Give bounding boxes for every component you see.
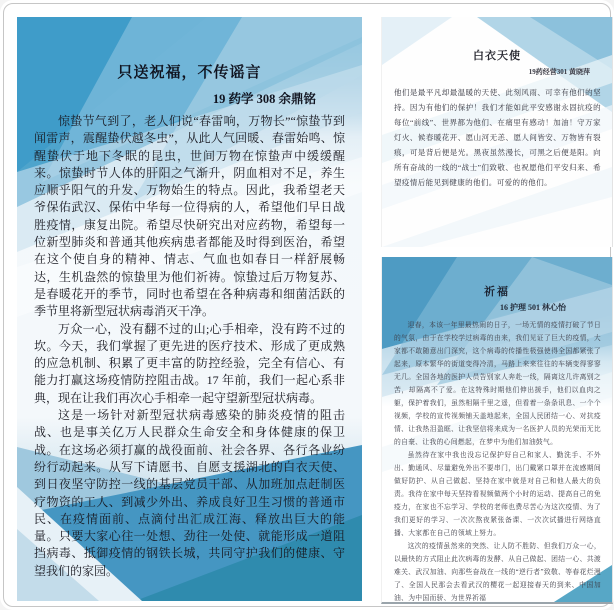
right-bottom-title: 祈福 bbox=[484, 286, 510, 298]
essay-body bbox=[34, 113, 345, 580]
right-top-body bbox=[394, 85, 601, 190]
right-bottom-paragraph: 这次的疫情虽然来的突然、让人防不胜防、但我们万众一心，以最快的方式阻止此次病毒的发酵、从自己做起、团结一心、共渡难关、武汉加油、向那些奋战在一线的“逆行者”致敬、等春花烂漫了、全国人民那会去看武汉的樱花一起迎接春天的到来、中国加油、为中国而骄、为世界祈福 bbox=[394, 543, 601, 602]
document-frame bbox=[3, 3, 611, 607]
right-bottom-essay-page bbox=[381, 257, 613, 604]
right-bottom-paragraph: 迎春，本该一年里最热闹的日子，一场无情的疫情打破了节日的气氛，由于在学校学过病毒的由来，我们见证了巨大的疫情，大家都不敢随意出门深究，这个病毒的传播性极强使得全国都紧张了起来，原本繁华的街道变得冷清，马路上来来往往的车辆变得寥寥无几。全国各地的医护人员告别家人奔赴一线，隔离这几许离别之苦，却隔离不了爱。在这特殊时期他们伸出援手，他们以血肉之躯，保护着我们，虽然相隔千里之遥，但看着一条条讯息、一个个视频，学校的宣传视频铺天盖地起来，全国人民团结一心、对抗疫情、让我热泪盈眶、让我坚信将来成为一名医护人员的光荣而无比的自豪、让我的心间燃起，在梦中为他们加油鼓气。 bbox=[394, 322, 601, 446]
right-top-paragraph: 他们是最平凡却最温暖的天使、此刻风雨、可幸有他们的坚持。因为有他们的保护！我们才能如此平安感谢永固抗疫的每位“前线”、世界都为他们、在痛里有感动！加油！守万家灯火、候春暖花开、愿山河无恙、愿人间皆安、万物皆有裂痕，可是背后便是光。黑夜虽然漫长，可黑之后便是阳。向所有奋战的一线的“战士”们致敬、也祝愿他们平安归来、希望疫情后能见到健康的他们。可爱的的他们。 bbox=[394, 88, 601, 187]
essay-paragraph: 这是一场针对新型冠状病毒感染的肺炎疫情的阻击战、也是事关亿万人民群众生命安全和身体健康的保卫战。在这场必须打赢的战役面前、社会各界、各行各业纷纷行动起来。从写下请愿书、自愿支援湖北的白衣天使、到日夜坚守防控一线的基层党员干部、从加班加点赶制医疗物资的工人、到减少外出、养成良好卫生习惯的普通市民、在疫情面前、点滴付出汇成江海、释放出巨大的能量。只要大家心往一处想、劲往一处使、就能形成一道阻挡病毒、抵御疫情的钢铁长城，共同守护我们的健康、守望我们的家园。 bbox=[34, 408, 345, 578]
right-bottom-body bbox=[394, 319, 601, 604]
right-top-essay-page bbox=[381, 17, 613, 247]
essay-paragraph: 惊蛰节气到了，老人们说“春雷响，万物长”“惊蛰节到闻雷声，震醒蛰伏越冬虫”，从此人气回暖、春雷始鸣、惊醒蛰伏于地下冬眠的昆虫，世间万物在惊蛰声中缓缓醒来。惊蛰时节人体的肝阳之气渐升，阴血相对不足，养生应顺乎阳气的升发、万物始生的特点。因此，我希望老天爷保佑武汉、保佑中华每一位得病的人，希望他们早日战胜疫情，康复出院。希望尽快研究出对应药物，希望每一位新型肺炎和普通其他疾病患者都能及时得到医治，希望在这个使自身的精神、情志、气血也如春日一样舒展畅达，生机盎然的惊蛰里为他们祈祷。惊蛰过后万物复苏、是春暖花开的季节，同时也希望在各种病毒和细菌活跃的季节里将新型冠状病毒消灭干净。 bbox=[34, 114, 345, 319]
essay-paragraph: 万众一心，没有翻不过的山;心手相牵，没有跨不过的坎。今天，我们掌握了更先进的医疗技术、形成了更成熟的应急机制、积累了更丰富的防控经验，完全有信心、有能力打赢这场疫情防控阻击战。17 年前，我们一起心系非典，现在让我们再次心手相牵一起守望新型冠状病毒。 bbox=[34, 321, 345, 405]
essay-author: 19 药学 308 余鼎铭 bbox=[212, 92, 316, 106]
right-bottom-paragraph: 虽然待在家中我也没忘记保护好自己和家人、勤洗手、不外出、勤通风、尽量避免外出不要串门，出门戴紧口罩并在流感期间做好防护、从自己做起、坚持在家中就是对自己和他人最大的负责。我待在家中每天坚持看视频做两个小时的运动、提高自己的免疫力，在家也不忘学习、学校的老师也费尽苦心为这次疫情、为了我们更好的学习、一次次熬夜紧张备课、一次次试播进行网络直播、大家都在自己的领域上努力。 bbox=[394, 452, 601, 537]
right-top-author: 19药经营301 黄晓萍 bbox=[528, 68, 590, 76]
right-bottom-author: 16 护理 501 林心怡 bbox=[500, 303, 566, 312]
left-essay-page bbox=[17, 17, 362, 601]
right-top-title: 白衣天使 bbox=[473, 50, 521, 62]
essay-title: 只送祝福，不传谣言 bbox=[117, 65, 262, 81]
